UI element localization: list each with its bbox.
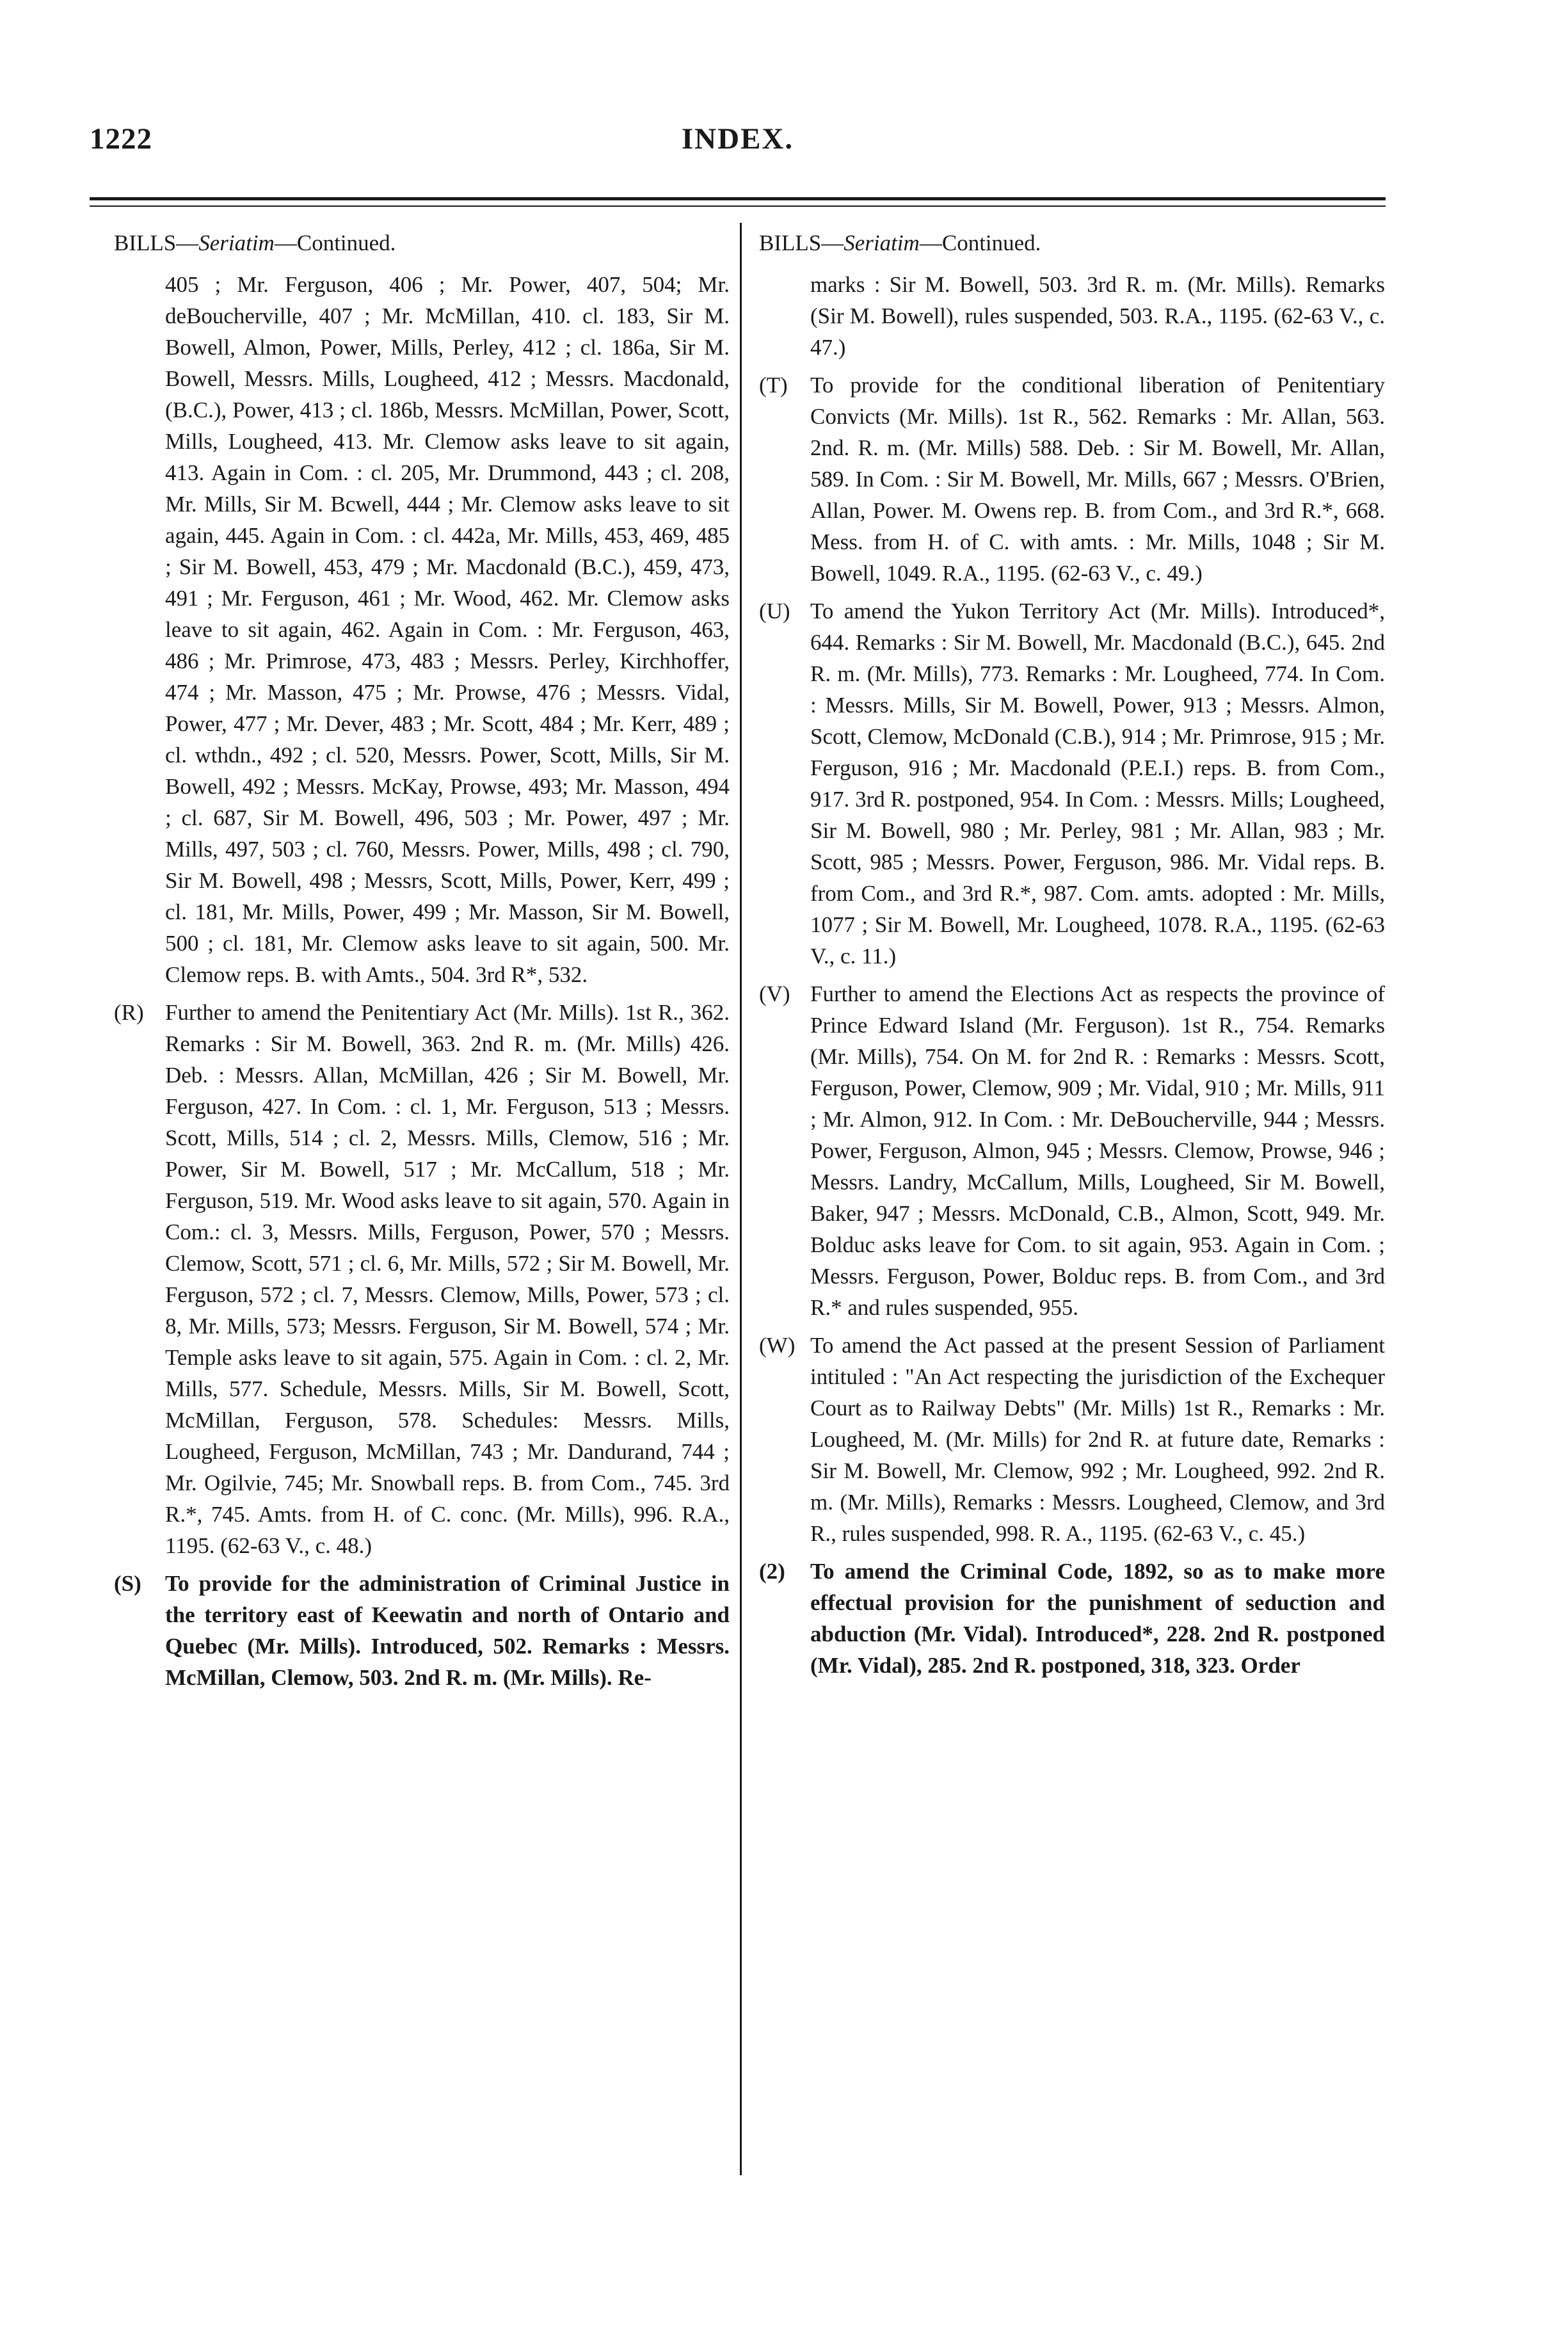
entry-letter: (S) bbox=[114, 1571, 141, 1596]
continued-entry-text: 405 ; Mr. Ferguson, 406 ; Mr. Power, 407, 504; Mr. deBoucherville, 407 ; Mr. McMillan, 410. cl. 183, Sir M. Bowell, Almon, Power, Mills, Perley, 412 ; cl. 186a, Sir M. Bowell, Messrs. Mills, Lougheed, 412 ; Messrs. Macdonald, (B.C.), Power, 413 ; cl. 186b, Messrs. McMillan, Power, Scott, Mills, Lougheed, 413. Mr. Clemow asks leave to sit again, 413. Again in Com. : cl. 205, Mr. Drummond, 443 ; cl. 208, Mr. Mills, Sir M. Bcwell, 444 ; Mr. Clemow asks leave to sit again, 445. Again in Com. : cl. 442a, Mr. Mills, 453, 469, 485 ; Sir M. Bowell, 453, 479 ; Mr. Macdonald (B.C.), 459, 473, 491 ; Mr. Ferguson, 461 ; Mr. Wood, 462. Mr. Clemow asks leave to sit again, 462. Again in Com. : Mr. Ferguson, 463, 486 ; Mr. Primrose, 473, 483 ; Messrs. Perley, Kirchhoffer, 474 ; Mr. Masson, 475 ; Mr. Prowse, 476 ; Messrs. Vidal, Power, 477 ; Mr. Dever, 483 ; Mr. Scott, 484 ; Mr. Kerr, 489 ; cl. wthdn., 492 ; cl. 520, Messrs. Power, Scott, Mills, Sir M. Bowell, 492 ; Messrs. McKay, Prowse, 493; Mr. Masson, 494 ; cl. 687, Sir M. Bowell, 496, 503 ; Mr. Power, 497 ; Mr. Mills, 497, 503 ; cl. 760, Messrs. Power, Mills, 498 ; cl. 790, Sir M. Bowell, 498 ; Messrs, Scott, Mills, Power, Kerr, 499 ; cl. 181, Mr. Mills, Power, 499 ; Mr. Masson, Sir M. Bowell, 500 ; cl. 181, Mr. Clemow asks leave to sit again, 500. Mr. Clemow reps. B. with Amts., 504. 3rd R*, 532. bbox=[165, 272, 730, 987]
heading-prefix: BILLS— bbox=[759, 230, 844, 255]
left-column bbox=[114, 227, 730, 1700]
entry-text: To amend the Criminal Code, 1892, so as to make more effectual provision for the punishment of seduction and abduction (Mr. Vidal). Introduced*, 228. 2nd R. postponed (Mr. Vidal), 285. 2nd R. postponed, 318, 323. Order bbox=[810, 1559, 1385, 1678]
right-column bbox=[759, 227, 1385, 1687]
section-heading bbox=[114, 227, 730, 259]
column-divider bbox=[740, 223, 742, 2175]
heading-italic: Seriatim bbox=[198, 230, 275, 255]
entry-text: To amend the Act passed at the present Session of Parliament intituled : "An Act respecting the jurisdiction of the Exchequer Court as to Railway Debts" (Mr. Mills) 1st R., Remarks : Mr. Lougheed, M. (Mr. Mills) for 2nd R. at future date, Remarks : Sir M. Bowell, Mr. Clemow, 992 ; Mr. Lougheed, 992. 2nd R. m. (Mr. Mills), Remarks : Messrs. Lougheed, Clemow, and 3rd R., rules suspended, 998. R. A., 1195. (62-63 V., c. 45.) bbox=[810, 1333, 1385, 1546]
index-entry-w bbox=[759, 1330, 1385, 1549]
entry-text: To provide for the conditional liberation of Penitentiary Convicts (Mr. Mills). 1st R., 562. Remarks : Mr. Allan, 563. 2nd. R. m. (Mr. Mills) 588. Deb. : Sir M. Bowell, Mr. Allan, 589. In Com. : Sir M. Bowell, Mr. Mills, 667 ; Messrs. O'Brien, Allan, Power. M. Owens rep. B. from Com., and 3rd R.*, 668. Mess. from H. of C. with amts. : Mr. Mills, 1048 ; Sir M. Bowell, 1049. R.A., 1195. (62-63 V., c. 49.) bbox=[810, 373, 1385, 586]
continued-entry-text: marks : Sir M. Bowell, 503. 3rd R. m. (Mr. Mills). Remarks (Sir M. Bowell), rules suspended, 503. R.A., 1195. (62-63 V., c. 47.) bbox=[810, 272, 1385, 360]
index-entry-t bbox=[759, 369, 1385, 589]
entry-letter: (R) bbox=[114, 1000, 144, 1025]
heading-italic: Seriatim bbox=[844, 230, 920, 255]
index-entry-2 bbox=[759, 1556, 1385, 1681]
entry-letter: (U) bbox=[759, 599, 790, 624]
page-number: 1222 bbox=[90, 122, 152, 156]
entry-letter: (W) bbox=[759, 1333, 796, 1358]
heading-prefix: BILLS— bbox=[114, 230, 199, 255]
entry-text: Further to amend the Elections Act as respects the province of Prince Edward Island (Mr. Ferguson). 1st R., 754. Remarks (Mr. Mills), 754. On M. for 2nd R. : Remarks : Messrs. Scott, Ferguson, Power, Clemow, 909 ; Mr. Vidal, 910 ; Mr. Mills, 911 ; Mr. Almon, 912. In Com. : Mr. DeBoucherville, 944 ; Messrs. Power, Ferguson, Almon, 945 ; Messrs. Clemow, Prowse, 946 ; Messrs. Landry, McCallum, Mills, Lougheed, Sir M. Bowell, Baker, 947 ; Messrs. McDonald, C.B., Almon, Scott, 949. Mr. Bolduc asks leave for Com. to sit again, 953. Again in Com. ; Messrs. Ferguson, Power, Bolduc reps. B. from Com., and 3rd R.* and rules suspended, 955. bbox=[810, 981, 1385, 1320]
index-entry-u bbox=[759, 595, 1385, 972]
heading-suffix: —Continued. bbox=[274, 230, 396, 255]
entry-letter: (V) bbox=[759, 981, 790, 1006]
index-entry-s bbox=[114, 1568, 730, 1693]
section-heading bbox=[759, 227, 1385, 259]
index-entry-r bbox=[114, 997, 730, 1561]
header-rule-thick bbox=[90, 197, 1386, 200]
entry-text: To provide for the administration of Criminal Justice in the territory east of Keewatin and north of Ontario and Quebec (Mr. Mills). Introduced, 502. Remarks : Messrs. McMillan, Clemow, 503. 2nd R. m. (Mr. Mills). Re- bbox=[165, 1571, 730, 1690]
entry-text: To amend the Yukon Territory Act (Mr. Mills). Introduced*, 644. Remarks : Sir M. Bowell, Mr. Macdonald (B.C.), 645. 2nd R. m. (Mr. Mills), 773. Remarks : Mr. Lougheed, 774. In Com. : Messrs. Mills, Sir M. Bowell, Power, 913 ; Messrs. Almon, Scott, Clemow, McDonald (C.B.), 914 ; Mr. Primrose, 915 ; Mr. Ferguson, 916 ; Mr. Macdonald (P.E.I.) reps. B. from Com., 917. 3rd R. postponed, 954. In Com. : Messrs. Mills; Lougheed, Sir M. Bowell, 980 ; Mr. Perley, 981 ; Mr. Allan, 983 ; Mr. Scott, 985 ; Messrs. Power, Ferguson, 986. Mr. Vidal reps. B. from Com., and 3rd R.*, 987. Com. amts. adopted : Mr. Mills, 1077 ; Sir M. Bowell, Mr. Lougheed, 1078. R.A., 1195. (62-63 V., c. 11.) bbox=[810, 599, 1385, 969]
entry-letter: (T) bbox=[759, 373, 788, 398]
heading-suffix: —Continued. bbox=[919, 230, 1041, 255]
index-entry-v bbox=[759, 978, 1385, 1323]
entry-letter: (2) bbox=[759, 1559, 785, 1584]
header-rule-thin bbox=[90, 205, 1386, 207]
running-title: INDEX. bbox=[681, 122, 794, 156]
page-header bbox=[90, 122, 1386, 166]
entry-text: Further to amend the Penitentiary Act (Mr. Mills). 1st R., 362. Remarks : Sir M. Bowell, 363. 2nd R. m. (Mr. Mills) 426. Deb. : Messrs. Allan, McMillan, 426 ; Sir M. Bowell, Mr. Ferguson, 427. In Com. : cl. 1, Mr. Ferguson, 513 ; Messrs. Scott, Mills, 514 ; cl. 2, Messrs. Mills, Clemow, 516 ; Mr. Power, Sir M. Bowell, 517 ; Mr. McCallum, 518 ; Mr. Ferguson, 519. Mr. Wood asks leave to sit again, 570. Again in Com.: cl. 3, Messrs. Mills, Ferguson, Power, 570 ; Messrs. Clemow, Scott, 571 ; cl. 6, Mr. Mills, 572 ; Sir M. Bowell, Mr. Ferguson, 572 ; cl. 7, Messrs. Clemow, Mills, Power, 573 ; cl. 8, Mr. Mills, 573; Messrs. Ferguson, Sir M. Bowell, 574 ; Mr. Temple asks leave to sit again, 575. Again in Com. : cl. 2, Mr. Mills, 577. Schedule, Messrs. Mills, Sir M. Bowell, Scott, McMillan, Ferguson, 578. Schedules: Messrs. Mills, Lougheed, Ferguson, McMillan, 743 ; Mr. Dandurand, 744 ; Mr. Ogilvie, 745; Mr. Snowball reps. B. from Com., 745. 3rd R.*, 745. Amts. from H. of C. conc. (Mr. Mills), 996. R.A., 1195. (62-63 V., c. 48.) bbox=[165, 1000, 730, 1558]
